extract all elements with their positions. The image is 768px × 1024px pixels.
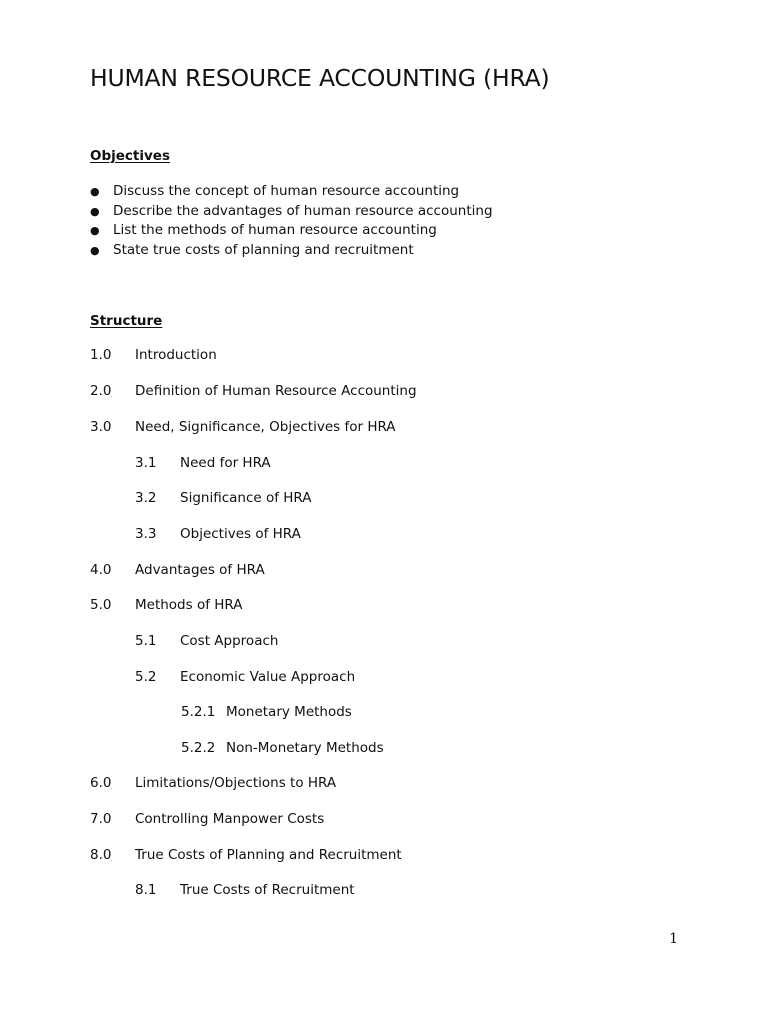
toc-entry: 5.2 Economic Value Approach: [135, 669, 356, 685]
toc-entry: 4.0 Advantages of HRA: [90, 562, 265, 578]
document-title: HUMAN RESOURCE ACCOUNTING (HRA): [90, 64, 550, 92]
toc-entry: 8.1 True Costs of Recruitment: [135, 882, 355, 898]
toc-entry: 2.0 Definition of Human Resource Accounting: [90, 383, 417, 399]
toc-entry: 3.3 Objectives of HRA: [135, 526, 301, 542]
list-item: ● List the methods of human resource accounting: [90, 221, 493, 241]
toc-entry: 3.0 Need, Significance, Objectives for HRA: [90, 419, 396, 435]
bullet-icon: ●: [90, 185, 100, 198]
list-item: ● State true costs of planning and recruitment: [90, 241, 493, 261]
bullet-icon: ●: [90, 243, 100, 257]
page-number: 1: [669, 931, 678, 947]
toc-entry: 5.2.2 Non-Monetary Methods: [181, 740, 384, 756]
toc-entry: 5.0 Methods of HRA: [90, 597, 243, 613]
list-item: ● Describe the advantages of human resource accounting: [90, 202, 493, 222]
bullet-icon: ●: [90, 204, 100, 218]
toc-entry: 3.1 Need for HRA: [135, 455, 271, 471]
bullet-icon: ●: [90, 224, 100, 237]
toc-entry: 3.2 Significance of HRA: [135, 490, 312, 506]
objectives-list: [90, 182, 493, 260]
list-item: ● Discuss the concept of human resource accounting: [90, 182, 493, 202]
objectives-heading: Objectives: [90, 148, 170, 164]
toc-entry: 8.0 True Costs of Planning and Recruitment: [90, 847, 402, 863]
toc-entry: 6.0 Limitations/Objections to HRA: [90, 775, 337, 791]
toc-entry: 5.1 Cost Approach: [135, 633, 279, 649]
structure-heading: Structure: [90, 313, 163, 329]
toc-entry: 1.0 Introduction: [90, 347, 217, 363]
toc-entry: 5.2.1 Monetary Methods: [181, 704, 352, 720]
toc-entry: 7.0 Controlling Manpower Costs: [90, 811, 325, 827]
